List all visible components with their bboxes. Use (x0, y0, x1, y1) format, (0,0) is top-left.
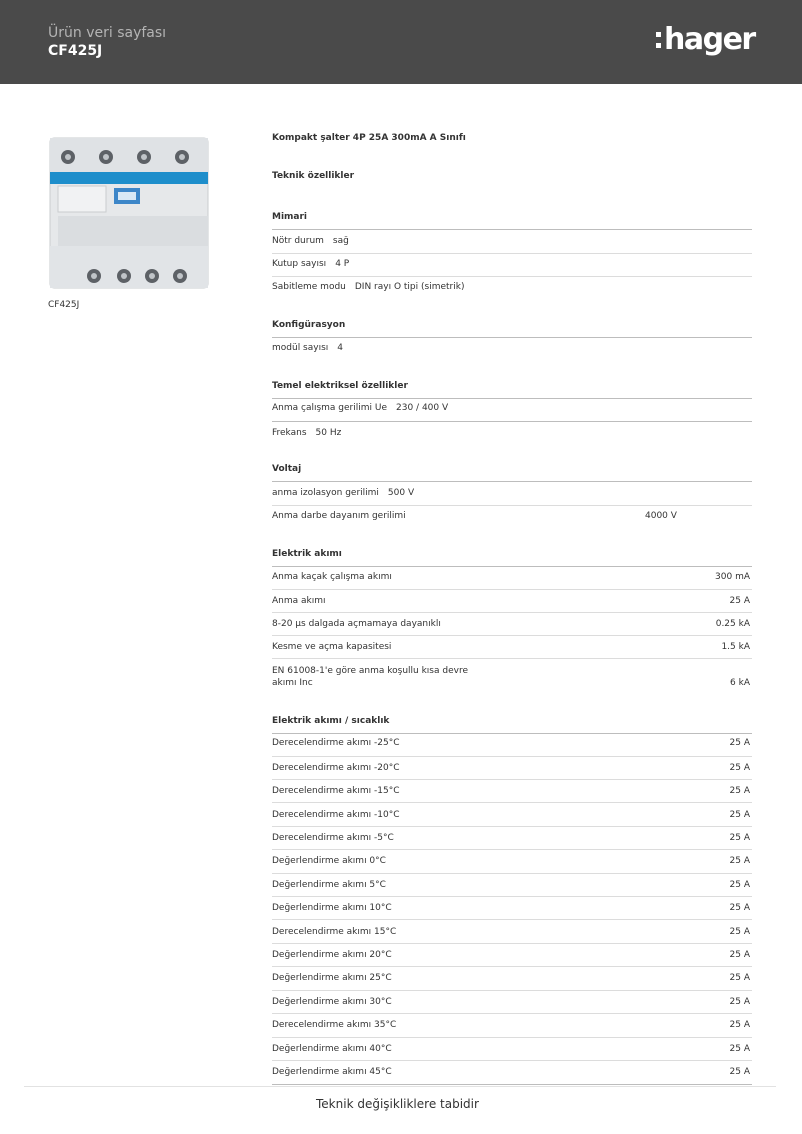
section-title-temel: Temel elektriksel özellikler (272, 381, 408, 391)
divider (272, 896, 752, 897)
spec-value: 25 A (729, 950, 750, 960)
divider (272, 398, 752, 399)
spec-value: 25 A (729, 810, 750, 820)
spec-label: Değerlendirme akımı 30°C (272, 997, 392, 1007)
spec-label: Derecelendirme akımı 15°C (272, 927, 397, 937)
spec-value: 25 A (729, 880, 750, 890)
footer-note: Teknik değişikliklere tabidir (316, 1097, 479, 1111)
spec-row (272, 343, 343, 353)
spec-label: Derecelendirme akımı -10°C (272, 810, 400, 820)
spec-label: modül sayısı (272, 343, 329, 353)
spec-value: 25 A (729, 833, 750, 843)
spec-label: Derecelendirme akımı -25°C (272, 738, 400, 748)
divider (272, 276, 752, 277)
spec-value: 25 A (729, 786, 750, 796)
spec-value: 4 P (335, 259, 350, 269)
spec-label: Derecelendirme akımı -15°C (272, 786, 400, 796)
spec-value: sağ (332, 236, 349, 246)
spec-label: Nötr durum (272, 236, 324, 246)
spec-label: Değerlendirme akımı 45°C (272, 1067, 392, 1077)
spec-label: Frekans (272, 428, 307, 438)
spec-value: 4000 V (645, 511, 677, 521)
product-image-caption: CF425J (48, 300, 80, 310)
divider (272, 943, 752, 944)
hager-logo-wordmark: hager (664, 22, 755, 57)
divider (272, 1013, 752, 1014)
divider (272, 849, 752, 850)
spec-label: 8-20 µs dalgada açmamaya dayanıklı (272, 619, 441, 629)
spec-label: Değerlendirme akımı 10°C (272, 903, 392, 913)
divider (272, 253, 752, 254)
footer-divider (24, 1086, 776, 1087)
spec-value: 25 A (729, 1067, 750, 1077)
product-title: Kompakt şalter 4P 25A 300mA A Sınıfı (272, 133, 466, 143)
divider (272, 658, 752, 659)
spec-label: Anma çalışma gerilimi Ue (272, 403, 388, 413)
spec-label-line2: akımı Inc (272, 678, 313, 688)
spec-value: DIN rayı O tipi (simetrik) (354, 282, 465, 292)
spec-value: 25 A (729, 997, 750, 1007)
divider (272, 802, 752, 803)
divider (272, 481, 752, 482)
spec-value: 25 A (729, 1020, 750, 1030)
spec-value: 25 A (729, 738, 750, 748)
divider (272, 733, 752, 734)
spec-value: 25 A (729, 856, 750, 866)
section-title-mimari: Mimari (272, 212, 308, 222)
spec-value: 25 A (729, 596, 750, 606)
divider (272, 421, 752, 422)
spec-label: Derecelendirme akımı -20°C (272, 763, 400, 773)
divider (272, 966, 752, 967)
technical-specs-heading: Teknik özellikler (272, 171, 355, 181)
divider (272, 826, 752, 827)
spec-label: Derecelendirme akımı -5°C (272, 833, 394, 843)
divider (272, 1084, 752, 1085)
spec-value: 25 A (729, 903, 750, 913)
divider (272, 1037, 752, 1038)
spec-value: 300 mA (715, 572, 750, 582)
spec-value: 25 A (729, 927, 750, 937)
spec-label: anma izolasyon gerilimi (272, 488, 379, 498)
product-code-title: CF425J (48, 43, 103, 59)
spec-value: 500 V (387, 488, 415, 498)
spec-value: 25 A (729, 973, 750, 983)
spec-label: Derecelendirme akımı 35°C (272, 1020, 397, 1030)
spec-label: Değerlendirme akımı 40°C (272, 1044, 392, 1054)
document-type-label: Ürün veri sayfası (48, 25, 167, 41)
divider (272, 612, 752, 613)
spec-label: Değerlendirme akımı 5°C (272, 880, 386, 890)
divider (272, 635, 752, 636)
divider (272, 779, 752, 780)
spec-value: 230 / 400 V (396, 403, 449, 413)
spec-row (272, 259, 349, 269)
section-title-akim-sicaklik: Elektrik akımı / sıcaklık (272, 716, 390, 726)
divider (272, 566, 752, 567)
divider (272, 589, 752, 590)
spec-value: 50 Hz (315, 428, 342, 438)
divider (272, 873, 752, 874)
section-title-voltaj: Voltaj (272, 464, 302, 474)
residual-current-breaker-4p-image (48, 128, 214, 296)
divider (272, 229, 752, 230)
divider (272, 1060, 752, 1061)
section-title-elektrik-akimi: Elektrik akımı (272, 549, 342, 559)
spec-label: Değerlendirme akımı 25°C (272, 973, 392, 983)
divider (272, 756, 752, 757)
spec-value: 25 A (729, 763, 750, 773)
spec-label: Anma kaçak çalışma akımı (272, 572, 392, 582)
spec-row (272, 236, 349, 246)
divider (272, 990, 752, 991)
spec-value: 4 (337, 343, 344, 353)
spec-label: Değerlendirme akımı 0°C (272, 856, 386, 866)
spec-value: 1.5 kA (721, 642, 750, 652)
spec-label-line1: EN 61008-1'e göre anma koşullu kısa devre (272, 666, 468, 676)
spec-value: 0.25 kA (715, 619, 750, 629)
spec-label: Anma darbe dayanım gerilimi (272, 511, 406, 521)
spec-row (272, 488, 414, 498)
divider (272, 505, 752, 506)
spec-value: 6 kA (730, 678, 750, 688)
spec-label: Kesme ve açma kapasitesi (272, 642, 392, 652)
spec-label: Değerlendirme akımı 20°C (272, 950, 392, 960)
divider (272, 337, 752, 338)
spec-row (272, 282, 464, 292)
spec-label: Anma akımı (272, 596, 326, 606)
spec-label: Sabitleme modu (272, 282, 346, 292)
section-title-konfigurasyon: Konfigürasyon (272, 320, 346, 330)
spec-row (272, 403, 448, 413)
divider (272, 919, 752, 920)
spec-row (272, 428, 341, 438)
page-header (0, 0, 802, 84)
spec-value: 25 A (729, 1044, 750, 1054)
spec-label: Kutup sayısı (272, 259, 327, 269)
hager-logo (656, 22, 756, 62)
